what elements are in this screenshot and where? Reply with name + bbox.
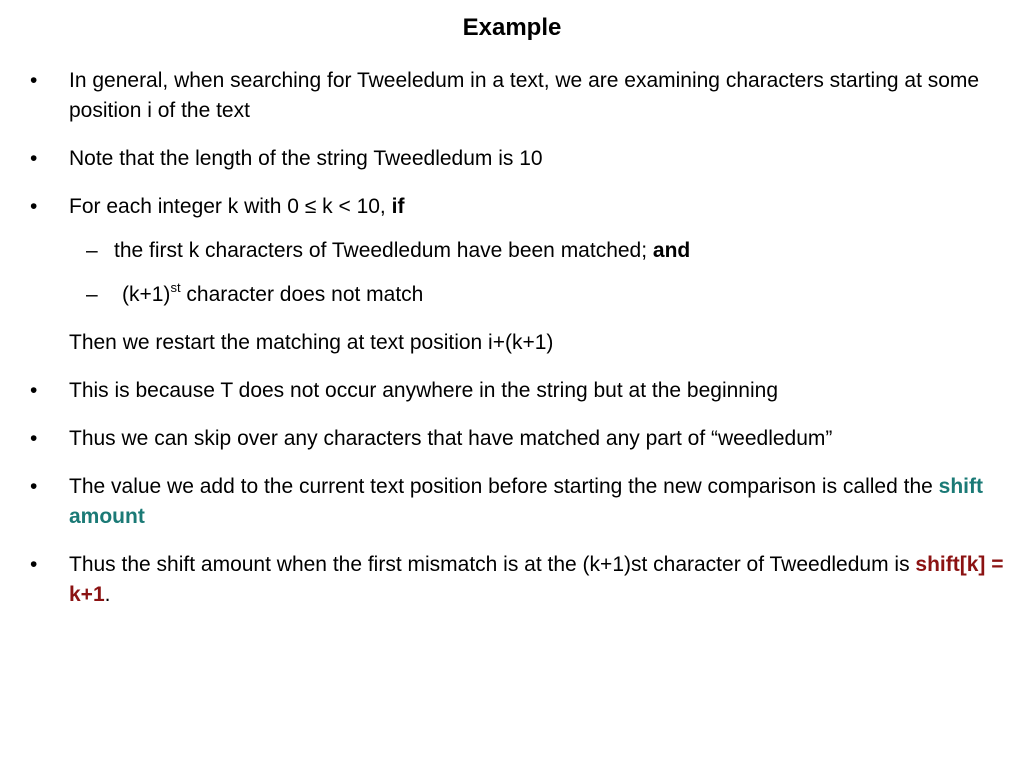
bullet-marker: •: [30, 195, 38, 218]
bullet-text: [69, 472, 1014, 532]
continuation-text: Then we restart the matching at text position i+(k+1): [69, 331, 554, 354]
bullet-text-suffix: .: [104, 583, 111, 606]
sub-item-text: [122, 280, 1014, 310]
sub-item-text-suffix: character does not match: [180, 283, 424, 306]
slide-body: [0, 66, 1024, 610]
bullet-text: In general, when searching for Tweeledum in a text, we are examining characters starting at some position i of the text: [69, 69, 980, 122]
sub-item-mismatch: [0, 280, 1024, 310]
bullet-text-prefix: The value we add to the current text position before starting the new comparison is called the: [69, 475, 939, 498]
dash-marker: –: [86, 239, 98, 262]
bullet-text: This is because T does not occur anywhere in the string but at the beginning: [69, 379, 778, 402]
bullet-marker: •: [30, 553, 38, 576]
bullet-text: [69, 550, 1014, 610]
bullet-emphasis: if: [391, 195, 405, 218]
bullet-marker: •: [30, 147, 38, 170]
ordinal-superscript: st: [170, 280, 181, 295]
sub-item-text: [114, 236, 1014, 266]
bullet-text-prefix: Thus the shift amount when the first mismatch is at the (k+1)st character of Tweedledum is: [69, 553, 916, 576]
bullet-text: [69, 192, 1014, 222]
bullet-item-reason: [0, 376, 1024, 406]
bullet-item-length: [0, 144, 1024, 174]
bullet-text: Note that the length of the string Tweedledum is 10: [69, 147, 543, 170]
bullet-marker: •: [30, 475, 38, 498]
bullet-item-condition: [0, 192, 1024, 222]
term-highlight: shift amount: [69, 475, 983, 528]
bullet-text-prefix: For each integer k with 0 ≤ k < 10,: [69, 195, 392, 218]
bullet-item-skip: [0, 424, 1024, 454]
sub-item-text-prefix: the first k characters of Tweedledum have been matched;: [114, 239, 653, 262]
bullet-marker: •: [30, 69, 38, 92]
continuation-restart: [0, 328, 1024, 358]
sub-item-matched: [0, 236, 1024, 266]
slide-title: Example: [462, 14, 562, 41]
bullet-marker: •: [30, 379, 38, 402]
bullet-marker: •: [30, 427, 38, 450]
sub-item-text-prefix: (k+1): [122, 283, 171, 306]
bullet-item-shift-formula: [0, 550, 1024, 610]
sub-item-emphasis: and: [652, 239, 691, 262]
bullet-item-shift-amount: [0, 472, 1024, 532]
bullet-text: Thus we can skip over any characters that have matched any part of “weedledum”: [69, 427, 833, 450]
dash-marker: –: [86, 283, 98, 306]
bullet-item-search: [0, 66, 1024, 126]
formula-highlight: shift[k] = k+1: [69, 553, 1004, 606]
